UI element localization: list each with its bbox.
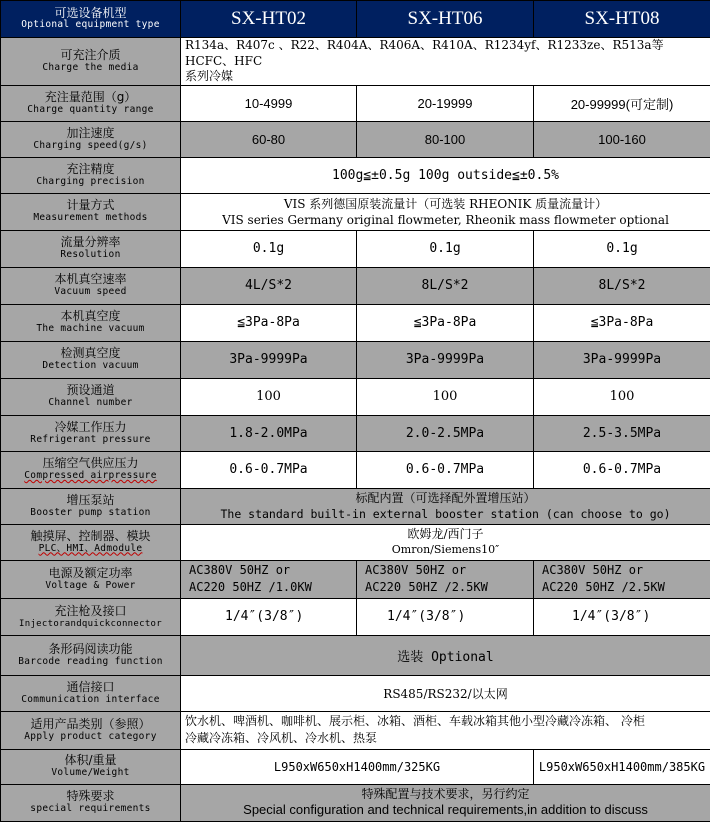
category-line2: 冷藏冷冻箱、冷风机、冷水机、热泵 — [185, 731, 378, 746]
row-resolution: 流量分辨率 Resolution 0.1g 0.1g 0.1g — [1, 230, 710, 267]
row-speed: 加注速度 Charging speed(g/s) 60-80 80-100 100-160 — [1, 121, 710, 157]
row-vacuum-speed: 本机真空速率 Vacuum speed 4L/S*2 8L/S*2 8L/S*2 — [1, 267, 710, 304]
special-line2: Special configuration and technical requirements,in addition to discuss — [243, 802, 648, 818]
row-barcode: 条形码阅读功能 Barcode reading function 选装 Optional — [1, 635, 710, 675]
row-detection-vacuum: 检测真空度 Detection vacuum 3Pa-9999Pa 3Pa-9999Pa 3Pa-9999Pa — [1, 341, 710, 378]
row-machine-vacuum: 本机真空度 The machine vacuum ≦3Pa-8Pa ≦3Pa-8Pa ≦3Pa-8Pa — [1, 304, 710, 341]
category-line1: 饮水机、啤酒机、咖啡机、展示柜、冰箱、酒柜、车载冰箱其他小型冷藏冷冻箱、 冷柜 — [185, 714, 645, 729]
row-media: 可充注介质 Charge the media R134a、R407c 、R22、R404A、R406A、R410A、R1234yf、R1233ze、R513a等 HCFC、HFC 系列冷媒 — [1, 38, 710, 86]
row-communication: 通信接口 Communication interface RS485/RS232/以太网 — [1, 675, 710, 711]
row-refrigerant-pressure: 冷媒工作压力 Refrigerant pressure 1.8-2.0MPa 2.0-2.5MPa 2.5-3.5MPa — [1, 415, 710, 451]
booster-line2: The standard built-in external booster station (can choose to go) — [220, 506, 671, 521]
row-volume: 体积/重量 Volume/Weight L950xW650xH1400mm/325KG L950xW650xH1400mm/385KG — [1, 749, 710, 784]
model-sx-ht02: SX-HT02 — [181, 1, 357, 38]
media-line2: 系列冷媒 — [185, 69, 234, 84]
model-sx-ht08: SX-HT08 — [534, 1, 710, 38]
row-air-pressure: 压缩空气供应压力 Compressed airpressure 0.6-0.7MPa 0.6-0.7MPa 0.6-0.7MPa — [1, 451, 710, 488]
media-line1: R134a、R407c 、R22、R404A、R406A、R410A、R1234yf、R1233ze、R513a等 HCFC、HFC — [185, 38, 664, 68]
plc-line1: 欧姆龙/西门子 — [407, 527, 484, 542]
model-sx-ht06: SX-HT06 — [357, 1, 534, 38]
row-gun: 充注枪及接口 Injectorandquickconnector 1/4″(3/8″) 1/4″(3/8″) 1/4″(3/8″) — [1, 598, 710, 635]
row-special: 特殊要求 special requirements 特殊配置与技术要求，另行约定 Special configuration and technical requirements,in addition to discuss — [1, 784, 710, 821]
row-range: 充注量范围（g） Charge quantity range 10-4999 20-19999 20-99999(可定制) — [1, 85, 710, 121]
row-category: 适用产品类别（参照） Apply product category 饮水机、啤酒机、咖啡机、展示柜、冰箱、酒柜、车载冰箱其他小型冷藏冷冻箱、 冷柜 冷藏冷冻箱、冷风机、冷水机、热泵 — [1, 711, 710, 749]
row-precision: 充注精度 Charging precision 100g≦±0.5g 100g outside≦±0.5% — [1, 157, 710, 193]
measure-line1: VIS 系列德国原装流量计（可选装 RHEONIK 质量流量计） — [283, 196, 608, 211]
special-line1: 特殊配置与技术要求，另行约定 — [361, 786, 530, 801]
plc-line2: Omron/Siemens10″ — [391, 542, 500, 556]
row-plc: 触摸屏、控制器、模块 PLC、HMI、Admodule 欧姆龙/西门子 Omron/Siemens10″ — [1, 524, 710, 560]
row-channel: 预设通道 Channel number 100 100 100 — [1, 378, 710, 415]
booster-line1: 标配内置（可选择配外置增压站） — [355, 491, 536, 506]
row-power: 电源及额定功率 Voltage & Power AC380V 50HZ or AC220 50HZ /1.0KW AC380V 50HZ or AC220 50HZ /2.5KW AC380V 50HZ or AC220 50HZ /2.5KW — [1, 560, 710, 598]
row-measure: 计量方式 Measurement methods VIS 系列德国原装流量计（可选装 RHEONIK 质量流量计） VIS series Germany original flowmeter, Rheonik mass flowmeter optional — [1, 193, 710, 230]
header-label: 可选设备机型 Optional equipment type — [1, 1, 181, 38]
measure-line2: VIS series Germany original flowmeter, Rheonik mass flowmeter optional — [222, 212, 669, 227]
row-booster: 增压泵站 Booster pump station 标配内置（可选择配外置增压站） The standard built-in external booster station (can choose to go) — [1, 488, 710, 524]
header-row — [1, 1, 710, 38]
